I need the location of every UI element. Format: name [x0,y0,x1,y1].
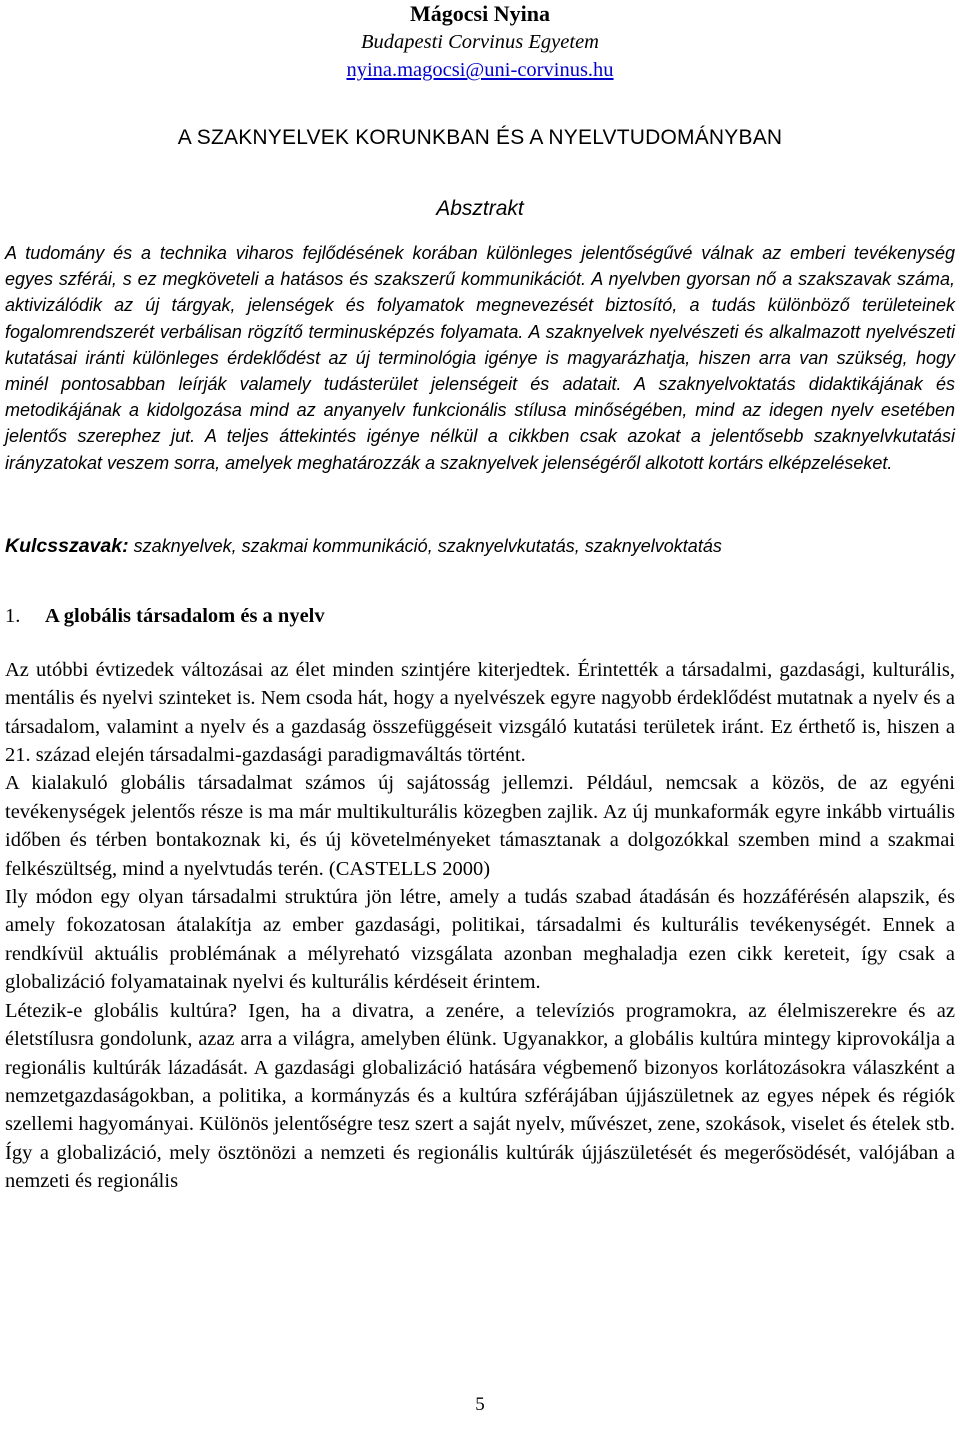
paper-title: A SZAKNYELVEK KORUNKBAN ÉS A NYELVTUDOMÁNYBAN [177,126,783,149]
document-page [5,0,955,1196]
abstract-heading: Absztrakt [436,197,524,220]
keywords-text: szaknyelvek, szakmai kommunikáció, szaknyelvkutatás, szaknyelvoktatás [133,535,722,556]
author-name: Mágocsi Nyina [410,1,550,26]
keywords [5,533,955,559]
author-affiliation: Budapesti Corvinus Egyetem [361,31,599,53]
section-heading [5,602,955,630]
page-number: 5 [475,1394,485,1415]
abstract-text: A tudomány és a technika viharos fejlődésének korában különleges jelentőségűvé válnak az emberi tevékenység egyes szférái, s ez megköveteli a hatásos és szakszerű kommunikációt. A nyelvben gyorsan nő a szakszavak száma, aktivizálódik az új tárgyak, jelenségek és folyamatok megnevezését biztosító, a tudás különböző területeinek fogalomrendszerét verbálisan rögzítő terminusképzés folyamata. A szaknyelvek nyelvészeti és alkalmazott nyelvészeti kutatásai iránti különleges érdeklődést az új terminológia igénye is magyarázhatja, hiszen arra van szükség, hogy minél pontosabban leírják valamely tudásterület jelenségeit és adatait. A szaknyelvoktatás didaktikájának és metodikájának a kidolgozása mind az anyanyelv funkcionális stílusa minőségében, mind az idegen nyelv esetében jelentős szerephez jut. A teljes áttekintés igénye nélkül a cikkben csak azokat a jelentősebb szaknyelvkutatási irányzatokat veszem sorra, amelyek meghatározzák a szaknyelvek jelenségéről alkotott kortárs elképzeléseket. [5,243,955,473]
keywords-label: Kulcsszavak: [5,534,129,557]
paragraph: Létezik-e globális kultúra? Igen, ha a divatra, a zenére, a televíziós programokra, az élelmiszerekre és az életstílusra gondolunk, azaz arra a világra, amelyben élünk. Ugyanakkor, a globális kultúra mintegy kiprovokálja a regionális kultúrák lázadását. A gazdasági globalizáció hatására végbemenő bizonyos korlátozásokra válaszként a nemzetgazdaságokban, a politika, a kormányzás és a kultúra szférájában újjászületnek az egyes népek és régiók szellemi hagyományai. Különös jelentőségre tesz szert a saját nyelv, művészet, zene, szokások, viselet és ételek stb. Így a globalizáció, mely ösztönözi a nemzeti és regionális kultúrák újjászületését és megerősödését, valójában a nemzeti és regionális [5,999,955,1193]
section-title: A globális társadalom és a nyelv [45,604,325,627]
paragraph: Az utóbbi évtizedek változásai az élet minden szintjére kiterjedtek. Érintették a társadalmi, gazdasági, kulturális, mentális és nyelvi szinteket is. Nem csoda hát, hogy a nyelvészek egyre nagyobb érdeklődést mutatnak a nyelv és a társadalom, valamint a nyelv és a gazdaság összefüggéseit vizsgáló kutatási területek iránt. Ez érthető is, hiszen a 21. század elején társadalmi-gazdasági paradigmaváltás történt. [5,658,955,767]
section-number: 1. [5,604,21,627]
body-text [5,656,955,1196]
paragraph: A kialakuló globális társadalmat számos új sajátosság jellemzi. Például, nemcsak a közös, de az egyéni tevékenységek jelentős része is ma már multikulturális közegben zajlik. Az új munkaformák egyre inkább virtuális időben és térben bontakoznak ki, és új követelményeket támasztanak a dolgozókkal szemben mind a szakmai felkészültség, mind a nyelvtudás terén. (CASTELLS 2000) [5,772,955,880]
author-email-link[interactable]: nyina.magocsi@uni-corvinus.hu [346,59,614,81]
paragraph: Ily módon egy olyan társadalmi struktúra jön létre, amely a tudás szabad átadásán és hozzáférésén alapszik, és amely fokozatosan átalakítja az ember gazdasági, politikai, társadalmi és kulturális tevékenységét. Ennek a rendkívül aktuális problémának a mélyreható vizsgálata azonban meghaladja ezen cikk kereteit, így csak a globalizáció folyamatainak nyelvi és kulturális kérdéseit érintem. [5,886,955,994]
